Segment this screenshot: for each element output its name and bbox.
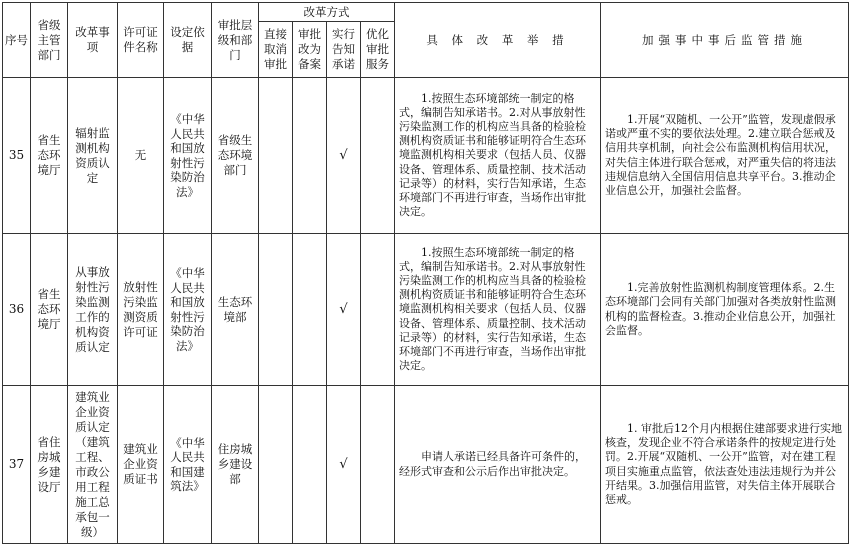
row-level: 住房城乡建设部 [212, 386, 259, 544]
header-seq: 序号 [3, 3, 31, 78]
header-level: 审批层级和部门 [212, 3, 259, 78]
row-dept: 省生态环境厅 [31, 234, 68, 386]
header-reform-mode: 改革方式 [259, 3, 395, 22]
table-row [3, 234, 849, 386]
row-measures: 申请人承诺已经具备许可条件的，经形式审查和公示后作出审批决定。 [395, 386, 601, 544]
header-mode-cancel: 直接取消审批 [259, 22, 293, 78]
row-basis: 《中华人民共和国放射性污染防治法》 [164, 78, 212, 234]
header-supervision: 加强事中事后监管措施 [601, 3, 849, 78]
table-row [3, 78, 849, 234]
row-supervision: 1.开展“双随机、一公开”监管，发现虚假承诺或严重不实的要依法处理。2.建立联合惩戒及信用共享机制，向社会公布监测机构信用状况，对失信主体进行联合惩戒，对严重失信的将违法违规信息纳入全国信用信息共享平台。3.推动企业信息公开，加强社会监督。 [601, 78, 849, 234]
row-item: 建筑业企业资质认定（建筑工程、市政公用工程施工总承包一级） [68, 386, 118, 544]
row-item: 从事放射性污染监测工作的机构资质认定 [68, 234, 118, 386]
row-mode-cancel [259, 234, 293, 386]
row-level: 省级生态环境部门 [212, 78, 259, 234]
row-mode-filing [293, 234, 327, 386]
header-cert: 许可证件名称 [118, 3, 164, 78]
row-mode-cancel [259, 386, 293, 544]
row-mode-filing [293, 78, 327, 234]
row-mode-filing [293, 386, 327, 544]
row-basis: 《中华人民共和国建筑法》 [164, 386, 212, 544]
header-mode-optimize: 优化审批服务 [361, 22, 395, 78]
row-mode-optimize [361, 234, 395, 386]
header-mode-filing: 审批改为备案 [293, 22, 327, 78]
row-seq: 35 [3, 78, 31, 234]
row-cert: 无 [118, 78, 164, 234]
row-mode-optimize [361, 386, 395, 544]
row-mode-notify-check: √ [327, 386, 361, 544]
row-mode-cancel [259, 78, 293, 234]
row-mode-notify-check: √ [327, 78, 361, 234]
reform-measures-table [2, 2, 849, 544]
row-mode-optimize [361, 78, 395, 234]
header-dept: 省级主管部门 [31, 3, 68, 78]
row-seq: 36 [3, 234, 31, 386]
header-row-1 [3, 3, 849, 22]
row-seq: 37 [3, 386, 31, 544]
header-measures: 具 体 改 革 举 措 [395, 3, 601, 78]
row-cert: 放射性污染监测资质许可证 [118, 234, 164, 386]
header-mode-notify: 实行告知承诺 [327, 22, 361, 78]
row-supervision: 1.完善放射性监测机构制度管理体系。2.生态环境部门会同有关部门加强对各类放射性监测机构的监督检查。3.推动企业信息公开，加强社会监督。 [601, 234, 849, 386]
row-dept: 省生态环境厅 [31, 78, 68, 234]
row-basis: 《中华人民共和国放射性污染防治法》 [164, 234, 212, 386]
row-dept: 省住房城乡建设厅 [31, 386, 68, 544]
row-measures: 1.按照生态环境部统一制定的格式，编制告知承诺书。2.对从事放射性污染监测工作的机构应当具备的检验检测机构资质证书和能够证明符合生态环境监测机构相关要求（包括人员、仪器设备、管理体系、质量控制、技术活动记录等）的材料，实行告知承诺，生态环境部门不再进行审查，当场作出审批决定。 [395, 234, 601, 386]
row-cert: 建筑业企业资质证书 [118, 386, 164, 544]
header-item: 改革事项 [68, 3, 118, 78]
row-mode-notify-check: √ [327, 234, 361, 386]
row-level: 生态环境部 [212, 234, 259, 386]
row-supervision: 1. 审批后12个月内根据住建部要求进行实地核查，发现企业不符合承诺条件的按规定进行处罚。2.开展“双随机、一公开”监管，对在建工程项目实施重点监管，依法查处违法违规行为并公开结果。3.加强信用监管，对失信主体开展联合惩戒。 [601, 386, 849, 544]
table-row [3, 386, 849, 544]
row-item: 辐射监测机构资质认定 [68, 78, 118, 234]
row-measures: 1.按照生态环境部统一制定的格式，编制告知承诺书。2.对从事放射性污染监测工作的机构应当具备的检验检测机构资质证书和能够证明符合生态环境监测机构相关要求（包括人员、仪器设备、管理体系、质量控制、技术活动记录等）的材料，实行告知承诺，生态环境部门不再进行审查，当场作出审批决定。 [395, 78, 601, 234]
header-basis: 设定依据 [164, 3, 212, 78]
policy-table-page [2, 2, 848, 545]
